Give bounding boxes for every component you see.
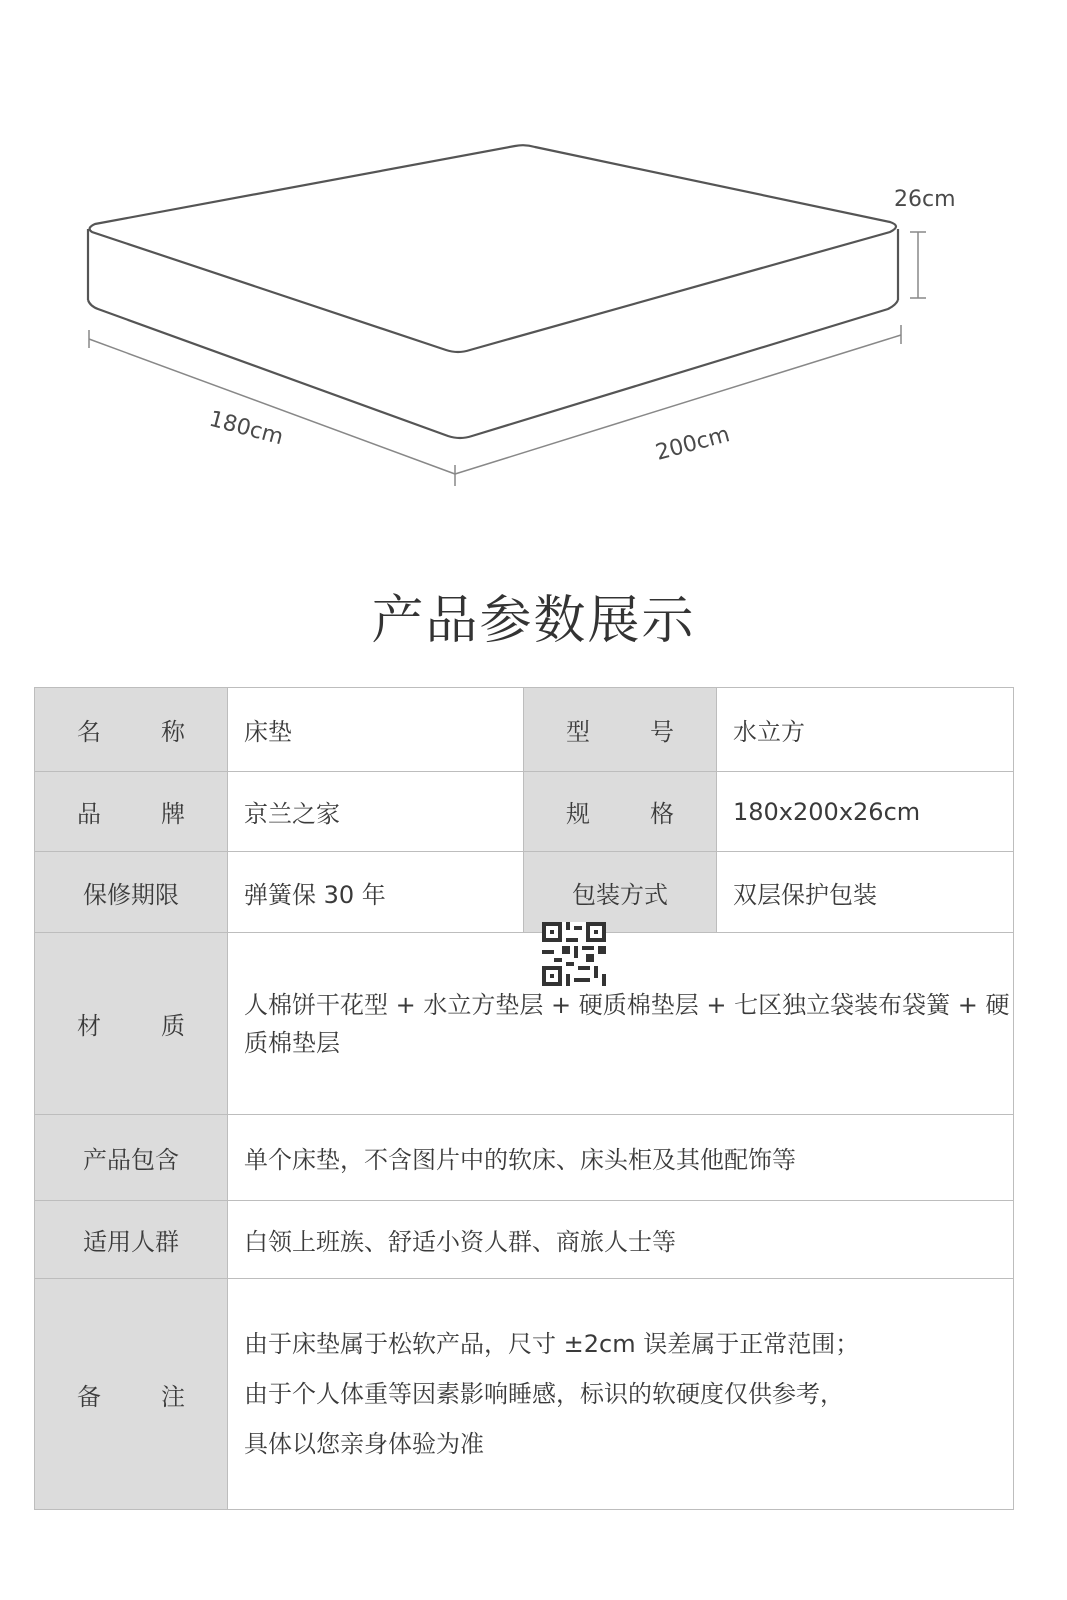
model-value: 水立方 <box>717 688 1014 772</box>
table-row <box>35 852 1014 933</box>
height-label: 26cm <box>894 187 956 212</box>
length-label: 200cm <box>653 422 733 466</box>
model-label-cell <box>524 688 717 772</box>
mattress-top-face <box>90 145 896 352</box>
name-label-char: 名 <box>77 718 101 746</box>
includes-label: 产品包含 <box>35 1115 228 1201</box>
model-label-char: 型 <box>566 718 590 746</box>
package-label: 包装方式 <box>524 852 717 933</box>
warranty-value: 弹簧保 30 年 <box>228 852 524 933</box>
spec-label-cell <box>524 772 717 852</box>
notes-line: 由于个人体重等因素影响睡感，标识的软硬度仅供参考， <box>244 1380 844 1408</box>
notes-line: 具体以您亲身体验为准 <box>244 1430 484 1458</box>
name-label-char: 称 <box>161 718 185 746</box>
package-value: 双层保护包装 <box>717 852 1014 933</box>
audience-value: 白领上班族、舒适小资人群、商旅人士等 <box>228 1201 1014 1279</box>
material-label-char: 质 <box>161 1012 185 1040</box>
brand-label-char: 品 <box>77 800 101 828</box>
brand-value: 京兰之家 <box>228 772 524 852</box>
table-row <box>35 1115 1014 1201</box>
mattress-diagram <box>0 0 1067 520</box>
model-label-char: 号 <box>650 718 674 746</box>
notes-label-char: 备 <box>77 1382 101 1411</box>
table-row <box>35 933 1014 1115</box>
mattress-outline-icon <box>0 0 1067 520</box>
width-label: 180cm <box>206 406 286 451</box>
name-label-cell <box>35 688 228 772</box>
spec-table <box>34 687 1014 1510</box>
brand-label-cell <box>35 772 228 852</box>
includes-value: 单个床垫，不含图片中的软床、床头柜及其他配饰等 <box>228 1115 1014 1201</box>
notes-line: 由于床垫属于松软产品，尺寸 ±2cm 误差属于正常范围； <box>244 1330 860 1358</box>
spec-label-char: 规 <box>566 800 590 828</box>
material-label-char: 材 <box>77 1012 101 1040</box>
qr-code-icon <box>542 922 606 986</box>
page-title: 产品参数展示 <box>371 591 696 651</box>
spec-value: 180x200x26cm <box>717 772 1014 852</box>
table-row <box>35 1279 1014 1510</box>
width-dim-line <box>89 339 455 474</box>
material-value: 人棉饼干花型 + 水立方垫层 + 硬质棉垫层 + 七区独立袋装布袋簧 + 硬质棉垫层 <box>228 933 1014 1115</box>
warranty-label: 保修期限 <box>35 852 228 933</box>
notes-label-char: 注 <box>161 1382 185 1411</box>
spec-label-char: 格 <box>650 800 674 828</box>
name-value: 床垫 <box>228 688 524 772</box>
notes-value <box>228 1279 1014 1510</box>
table-row <box>35 772 1014 852</box>
table-row <box>35 688 1014 772</box>
audience-label: 适用人群 <box>35 1201 228 1279</box>
material-label-cell <box>35 933 228 1115</box>
notes-label-cell <box>35 1279 228 1510</box>
brand-label-char: 牌 <box>161 800 185 828</box>
table-row <box>35 1201 1014 1279</box>
